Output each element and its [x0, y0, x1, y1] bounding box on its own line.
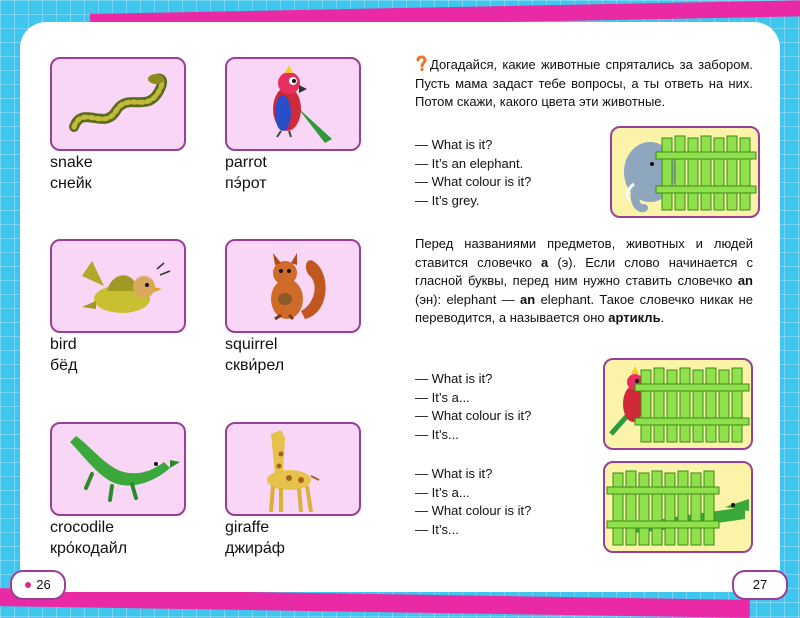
- card-snake: [50, 57, 186, 151]
- word-giraffe-ru: джира́ф: [225, 540, 285, 557]
- dialog-elephant: [415, 136, 531, 210]
- dot-icon: [25, 582, 31, 588]
- word-snake-en: snake: [50, 154, 93, 171]
- word-squirrel-ru: скви́рел: [225, 357, 285, 374]
- page-number-right-label: 27: [752, 577, 768, 592]
- dialog-line: — It’s grey.: [415, 192, 480, 208]
- elephant-behind-fence-picture: [610, 126, 760, 218]
- page-number-left: [10, 570, 66, 600]
- rule-text: (эн): elephant —: [415, 291, 515, 307]
- word-bird-en: bird: [50, 336, 77, 353]
- bird-icon: [52, 241, 184, 331]
- crocodile-icon: [52, 424, 184, 514]
- word-squirrel-en: squirrel: [225, 336, 278, 353]
- dialog-line: — What is it?: [415, 466, 493, 481]
- snake-icon: [52, 59, 184, 149]
- parrot-behind-fence-picture: [603, 358, 753, 450]
- page-number-left-label: 26: [36, 577, 51, 592]
- card-crocodile: [50, 422, 186, 516]
- giraffe-icon: [227, 424, 359, 514]
- word-parrot-ru: пэ́рот: [225, 175, 267, 192]
- rule-article-an-example: an: [520, 291, 536, 307]
- dialog-line: — What colour is it?: [415, 174, 532, 189]
- word-snake-ru: снейк: [50, 175, 92, 192]
- dialog-line: — What colour is it?: [415, 408, 532, 423]
- crocodile-behind-fence-picture: [603, 461, 753, 553]
- page-number-right: [732, 570, 788, 600]
- card-parrot: [225, 57, 361, 151]
- word-bird-ru: бёд: [50, 357, 78, 374]
- dialog-line: — It’s...: [415, 521, 459, 537]
- card-giraffe: [225, 422, 361, 516]
- squirrel-icon: [227, 241, 359, 331]
- article-rule: [415, 235, 753, 328]
- parrot-icon: [227, 59, 359, 149]
- dialog-line: — It’s a...: [415, 389, 470, 405]
- dialog-line: — What is it?: [415, 371, 493, 386]
- book-spread: [20, 22, 780, 592]
- rule-term: артикль: [608, 310, 661, 325]
- word-crocodile-ru: кро́кодайл: [50, 540, 128, 557]
- dialog-line: — What colour is it?: [415, 503, 532, 518]
- task-instructions: [415, 55, 753, 112]
- parrot-behind-fence-icon: [605, 360, 751, 448]
- dialog-line: — It’s...: [415, 426, 459, 442]
- word-parrot-en: parrot: [225, 154, 267, 171]
- rule-text: Перед названиями предметов, животных и людей ставится словечко: [415, 236, 753, 270]
- question-mark-icon: [415, 55, 428, 71]
- elephant-behind-fence-icon: [612, 128, 758, 216]
- decor-stripe-bottom: [0, 588, 750, 618]
- word-giraffe-en: giraffe: [225, 519, 270, 536]
- dialog-crocodile: [415, 465, 531, 539]
- dialog-line: — It’s an elephant.: [415, 155, 524, 171]
- card-squirrel: [225, 239, 361, 333]
- word-crocodile-en: crocodile: [50, 519, 115, 536]
- crocodile-behind-fence-icon: [605, 463, 751, 551]
- rule-article-an: an: [737, 273, 753, 288]
- rule-text: .: [660, 310, 665, 325]
- dialog-line: — What is it?: [415, 137, 493, 152]
- rule-article-a: a: [541, 254, 549, 270]
- dialog-line: — It’s a...: [415, 484, 470, 500]
- rule-text: (э). Если слово начинается с гласной буквы, перед ним нужно ставить словечко: [415, 254, 753, 288]
- dialog-parrot: [415, 370, 531, 444]
- rule-text: elephant. Такое словечко никак не переводится, а называется оно: [415, 291, 753, 325]
- card-bird: [50, 239, 186, 333]
- task-text: Догадайся, какие животные спрятались за забором. Пусть мама задаст тебе вопросы, а ты ответь на них. Потом скажи, какого цвета эти животные.: [415, 57, 753, 109]
